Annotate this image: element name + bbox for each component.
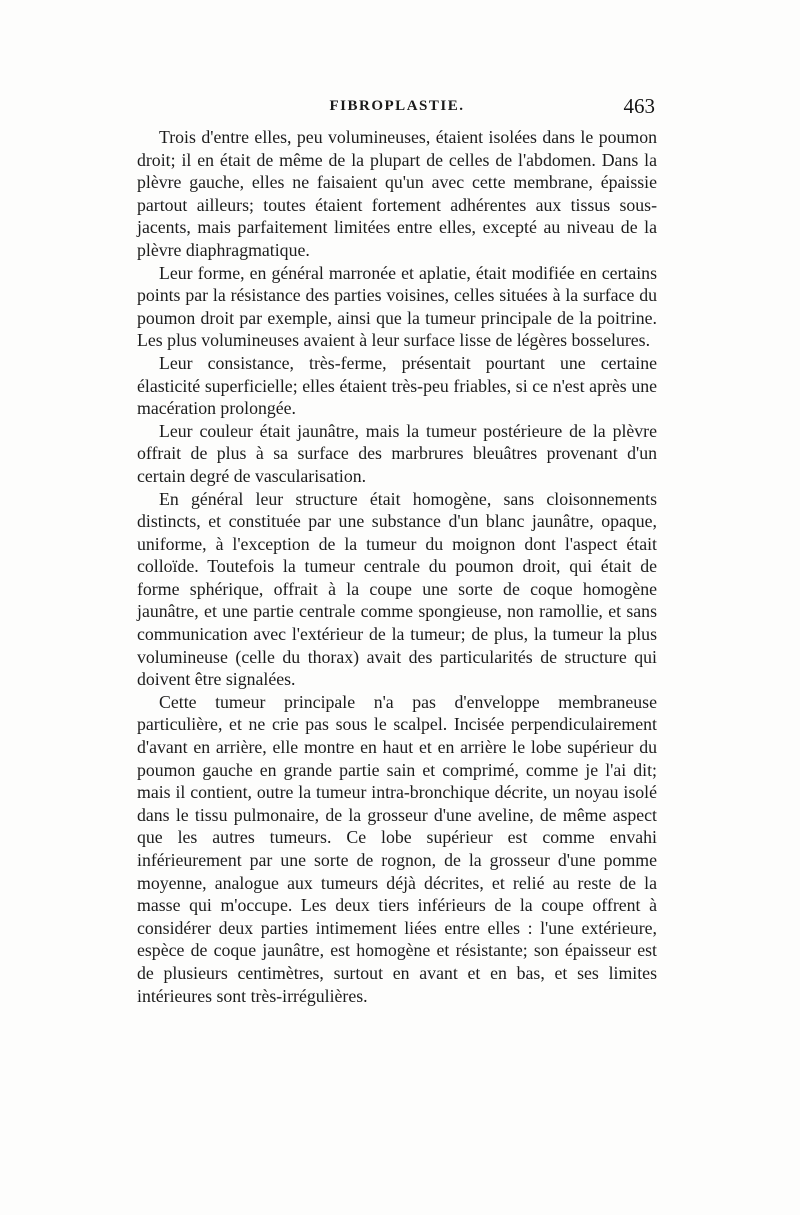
page-header — [137, 96, 657, 120]
paragraph: Cette tumeur principale n'a pas d'enveloppe membraneuse particulière, et ne crie pas sous le scalpel. Incisée perpendiculairement d'avant en arrière, elle montre en haut et en arrière le lobe supérieur du poumon gauche en grande partie sain et comprimé, comme je l'ai dit; mais il contient, outre la tumeur intra-bronchique décrite, un noyau isolé dans le tissu pulmonaire, de la grosseur d'une aveline, de même aspect que les autres tumeurs. Ce lobe supérieur est comme envahi inférieurement par une sorte de rognon, de la grosseur d'une pomme moyenne, analogue aux tumeurs déjà décrites, et relié au reste de la masse qui m'occupe. Les deux tiers inférieurs de la coupe offrent à considérer deux parties intimement liées entre elles : l'une extérieure, espèce de coque jaunâtre, est homogène et résistante; son épaisseur est de plusieurs centimètres, surtout en avant et en bas, et ses limites intérieures sont très-irrégulières. — [137, 691, 657, 1006]
body-text — [137, 126, 657, 1007]
paragraph: Trois d'entre elles, peu volumineuses, étaient isolées dans le poumon droit; il en était de même de la plupart de celles de l'abdomen. Dans la plèvre gauche, elles ne faisaient qu'un avec cette membrane, épaissie partout ailleurs; toutes étaient fortement adhérentes aux tissus sous-jacents, mais parfaitement limitées entre elles, excepté au niveau de la plèvre diaphragmatique. — [137, 127, 657, 260]
paragraph: Leur forme, en général marronée et aplatie, était modifiée en certains points par la résistance des parties voisines, celles situées à la surface du poumon droit par exemple, ainsi que la tumeur principale de la poitrine. Les plus volumineuses avaient à leur surface lisse de légères bosselures. — [137, 262, 657, 351]
paragraph: Leur couleur était jaunâtre, mais la tumeur postérieure de la plèvre offrait de plus à sa surface des marbrures bleuâtres provenant d'un certain degré de vascularisation. — [137, 420, 657, 486]
paragraph: En général leur structure était homogène, sans cloisonnements distincts, et constituée par une substance d'un blanc jaunâtre, opaque, uniforme, à l'exception de la tumeur du moignon dont l'aspect était colloïde. Toutefois la tumeur centrale du poumon droit, qui était de forme sphérique, offrait à la coupe une sorte de coque homogène jaunâtre, et une partie centrale comme spongieuse, non ramollie, et sans communication avec l'extérieur de la tumeur; de plus, la tumeur la plus volumineuse (celle du thorax) avait des particularités de structure qui doivent être signalées. — [137, 488, 657, 690]
page-number: 463 — [623, 94, 655, 118]
running-title: FIBROPLASTIE. — [329, 98, 465, 114]
paragraph: Leur consistance, très-ferme, présentait pourtant une certaine élasticité superficielle; elles étaient très-peu friables, si ce n'est après une macération prolongée. — [137, 352, 657, 419]
